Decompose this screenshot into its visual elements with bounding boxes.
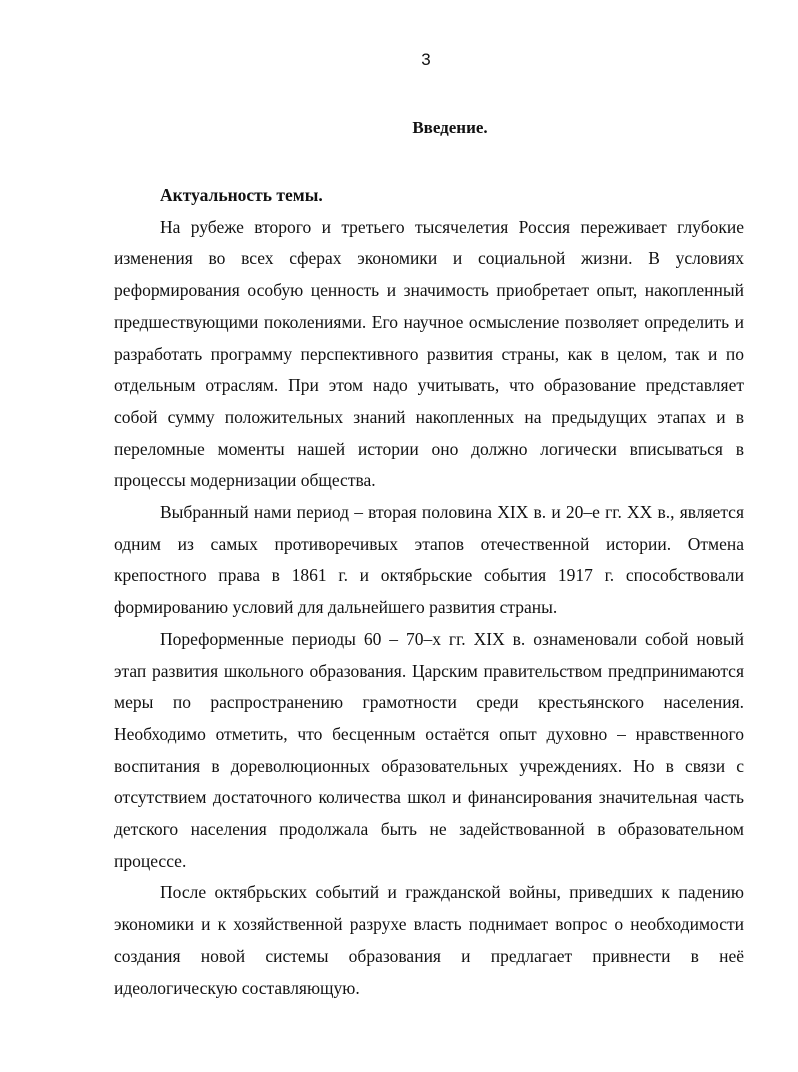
page-number: 3 [421, 50, 431, 69]
body-text [114, 180, 744, 1004]
page-title: Введение. [412, 118, 488, 137]
paragraph-1: На рубеже второго и третьего тысячелетия Россия переживает глубокие изменения во всех сферах экономики и социальной жизни. В условиях реформирования особую ценность и значимость приобретает опыт, накопленный предшествующими поколениями. Его научное осмысление позволяет определить и разработать программу перспективного развития страны, как в целом, так и по отдельным отраслям. При этом надо учитывать, что образование представляет собой сумму положительных знаний накопленных на предыдущих этапах и в переломные моменты нашей истории оно должно логически вписываться в процессы модернизации общества. [114, 216, 744, 491]
paragraph-3: Пореформенные периоды 60 – 70–х гг. XIX в. ознаменовали собой новый этап развития школьного образования. Царским правительством предпринимаются меры по распространению грамотности среди крестьянского населения. Необходимо отметить, что бесценным остаётся опыт духовно – нравственного воспитания в дореволюционных образовательных учреждениях. Но в связи с отсутствием достаточного количества школ и финансирования значительная часть детского населения продолжала быть не задействованной в образовательном процессе. [114, 628, 744, 871]
paragraph-4: После октябрьских событий и гражданской войны, приведших к падению экономики и к хозяйственной разрухе власть поднимает вопрос о необходимости создания новой системы образования и предлагает привнести в неё идеологическую составляющую. [114, 882, 744, 998]
section-subheading: Актуальность темы. [160, 185, 323, 205]
paragraph-2: Выбранный нами период – вторая половина XIX в. и 20–е гг. XX в., является одним из самых противоречивых этапов отечественной истории. Отмена крепостного права в 1861 г. и октябрьские события 1917 г. способствовали формированию условий для дальнейшего развития страны. [114, 502, 744, 618]
